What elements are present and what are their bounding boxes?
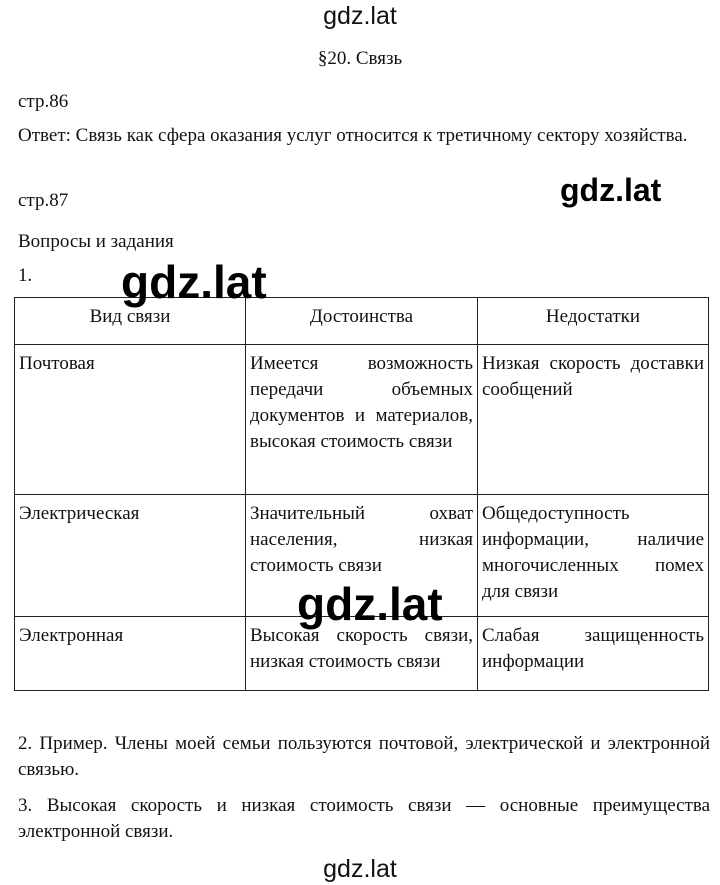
table-header-row [15, 298, 709, 345]
table-cell: Электрическая [15, 495, 246, 617]
answer-3: 3. Высокая скорость и низкая стоимость связи — основные преимущества электронной связи. [18, 795, 710, 842]
table-row [15, 345, 709, 495]
table-cell: Значительный охват населения, низкая стоимость связи [246, 495, 478, 617]
watermark-logo: gdz.lat [560, 172, 662, 208]
watermark-logo: gdz.lat [297, 578, 443, 630]
watermark-top: gdz.lat [323, 2, 397, 30]
section-heading: Вопросы и задания [18, 231, 174, 252]
comparison-table [14, 297, 709, 691]
table-cell: Общедоступность информации, наличие многочисленных помех для связи [478, 495, 709, 617]
page-title: §20. Связь [317, 48, 403, 69]
table-cell: Низкая скорость доставки сообщений [478, 345, 709, 495]
header-cell: Недостатки [478, 298, 709, 345]
table-cell: Слабая защищенность информации [478, 617, 709, 691]
table-cell: Электронная [15, 617, 246, 691]
page-ref-86: стр.86 [18, 91, 69, 112]
answer-paragraph: Ответ: Связь как сфера оказания услуг относится к третичному сектору хозяйства. [18, 125, 688, 146]
table-cell: Высокая скорость связи, низкая стоимость связи [246, 617, 478, 691]
question-number-1: 1. [18, 265, 33, 286]
table-cell: Имеется возможность передачи объемных документов и материалов, высокая стоимость связи [246, 345, 478, 495]
page-ref-87: стр.87 [18, 190, 69, 211]
answer-2: 2. Пример. Члены моей семьи пользуются почтовой, электрической и электронной связью. [18, 733, 710, 780]
table-cell: Почтовая [15, 345, 246, 495]
header-cell: Вид связи [15, 298, 246, 345]
header-cell: Достоинства [246, 298, 478, 345]
watermark-bottom: gdz.lat [323, 855, 397, 883]
watermark-logo: gdz.lat [121, 256, 267, 308]
